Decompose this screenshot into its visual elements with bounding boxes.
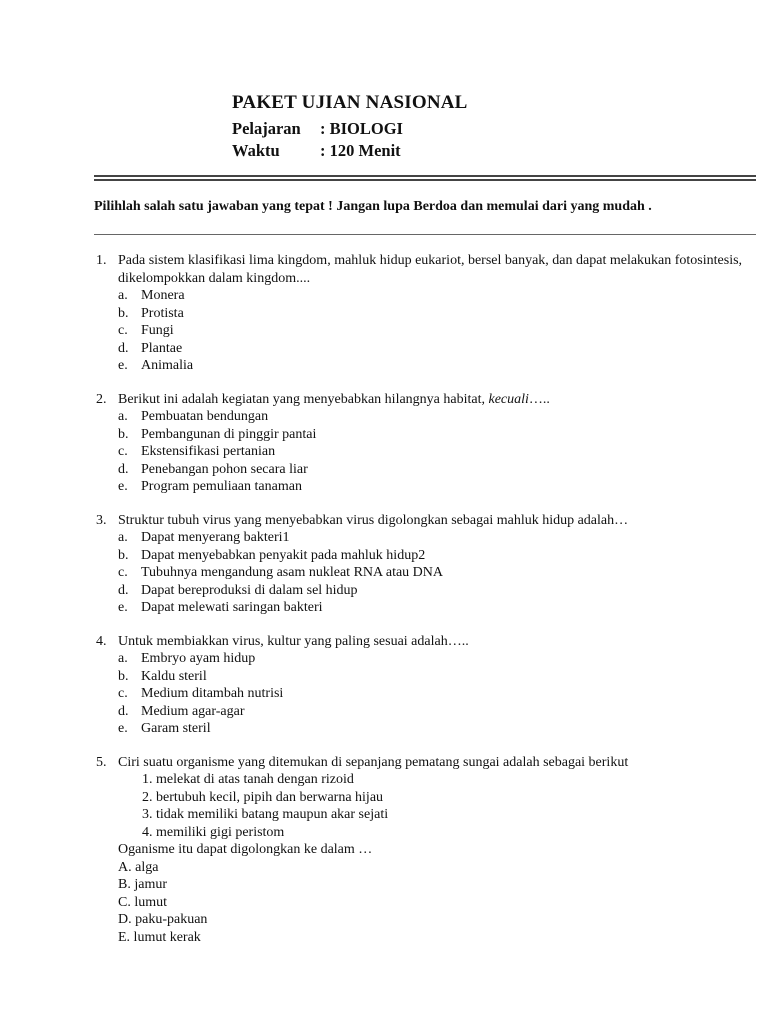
stem-italic-keyword: kecuali: [488, 391, 529, 407]
option-list: [118, 408, 756, 496]
option-item: [118, 668, 756, 686]
option-item: A. alga: [118, 859, 159, 875]
question-5: [96, 754, 756, 947]
option-letter: a.: [118, 530, 128, 545]
option-letter: a.: [118, 409, 128, 424]
option-item: [118, 357, 756, 375]
option-letter: c.: [118, 686, 128, 701]
option-item: [118, 703, 756, 721]
option-text: Medium agar-agar: [141, 703, 245, 719]
option-text: Animalia: [141, 358, 194, 373]
option-list: [118, 287, 756, 375]
header-divider-top: [94, 175, 756, 177]
option-item: [118, 599, 756, 617]
question-2: [96, 391, 756, 496]
option-text: Pembangunan di pinggir pantai: [141, 426, 317, 442]
option-text: Dapat menyebabkan penyakit pada mahluk hidup2: [141, 547, 426, 563]
question-1: [96, 252, 756, 375]
option-item: [118, 426, 756, 444]
statement-item: 3. tidak memiliki batang maupun akar sejati: [142, 807, 389, 822]
option-letter: e.: [118, 479, 128, 494]
time-row: [232, 140, 468, 162]
option-item: [118, 564, 756, 582]
question-list: [96, 252, 756, 962]
time-value: : 120 Menit: [320, 141, 401, 160]
option-item: [118, 443, 756, 461]
option-letter: d.: [118, 340, 129, 356]
stem-ellipsis: …..: [528, 391, 550, 407]
option-text: Kaldu steril: [141, 668, 207, 684]
option-letter: b.: [118, 668, 129, 684]
option-item: [118, 582, 756, 600]
option-letter: c.: [118, 323, 128, 338]
option-item: [118, 340, 756, 358]
option-item: [118, 685, 756, 703]
question-number: 4.: [96, 633, 107, 649]
question-stem: [118, 391, 756, 409]
option-list: [118, 859, 756, 947]
question-number: 1.: [96, 253, 107, 268]
question-number: 3.: [96, 512, 107, 528]
option-item: [118, 461, 756, 479]
option-text: Dapat bereproduksi di dalam sel hidup: [141, 582, 358, 598]
option-letter: e.: [118, 600, 128, 615]
exam-title: PAKET UJIAN NASIONAL: [232, 92, 468, 113]
question-number: 5.: [96, 754, 107, 770]
option-item: D. paku-pakuan: [118, 912, 208, 927]
follow-up-question: Oganisme itu dapat digolongkan ke dalam …: [118, 842, 373, 857]
option-list: [118, 650, 756, 738]
option-text: Dapat melewati saringan bakteri: [141, 600, 323, 615]
instruction-divider: [94, 234, 756, 235]
option-letter: c.: [118, 565, 128, 580]
option-item: [118, 650, 756, 668]
option-text: Protista: [141, 305, 184, 321]
option-item: [118, 478, 756, 496]
option-text: Monera: [141, 288, 185, 303]
question-stem: Untuk membiakkan virus, kultur yang paling sesuai adalah…..: [118, 633, 469, 649]
option-list: [118, 529, 756, 617]
option-item: [118, 547, 756, 565]
instruction-text: Pilihlah salah satu jawaban yang tepat ! Jangan lupa Berdoa dan memulai dari yang mudah .: [94, 199, 652, 214]
option-text: Pembuatan bendungan: [141, 409, 269, 424]
option-item: [118, 305, 756, 323]
stem-main-text: Berikut ini adalah kegiatan yang menyebabkan hilangnya habitat,: [118, 391, 485, 407]
question-stem: Ciri suatu organisme yang ditemukan di sepanjang pematang sungai adalah sebagai berikut: [118, 754, 629, 770]
statement-item: 2. bertubuh kecil, pipih dan berwarna hijau: [142, 789, 384, 805]
option-item: C. lumut: [118, 894, 168, 910]
statement-list: [142, 771, 756, 841]
option-letter: d.: [118, 703, 129, 719]
option-item: [118, 322, 756, 340]
statement-item: 1. melekat di atas tanah dengan rizoid: [142, 772, 354, 787]
question-4: [96, 633, 756, 738]
option-text: Penebangan pohon secara liar: [141, 461, 308, 477]
option-letter: a.: [118, 651, 128, 666]
option-item: [118, 720, 756, 738]
option-text: Tubuhnya mengandung asam nukleat RNA atau DNA: [141, 565, 443, 580]
header-divider-bottom: [94, 179, 756, 181]
option-text: Dapat menyerang bakteri1: [141, 530, 290, 545]
question-number: 2.: [96, 391, 107, 407]
option-letter: b.: [118, 305, 129, 321]
option-text: Fungi: [141, 323, 174, 338]
subject-row: [232, 118, 468, 140]
question-stem: Struktur tubuh virus yang menyebabkan virus digolongkan sebagai mahluk hidup adalah…: [118, 512, 629, 528]
option-letter: d.: [118, 582, 129, 598]
question-3: [96, 512, 756, 617]
question-stem: Pada sistem klasifikasi lima kingdom, mahluk hidup eukariot, bersel banyak, dan dapat melakukan fotosintesis, dikelompokkan dalam kingdom....: [118, 253, 743, 286]
option-item: E. lumut kerak: [118, 929, 201, 945]
subject-label: Pelajaran: [232, 119, 301, 138]
option-letter: e.: [118, 358, 128, 373]
subject-value: : BIOLOGI: [320, 119, 403, 138]
option-letter: d.: [118, 461, 129, 477]
option-item: [118, 408, 756, 426]
option-letter: e.: [118, 721, 128, 736]
option-text: Plantae: [141, 340, 183, 356]
option-letter: c.: [118, 444, 128, 459]
option-text: Ekstensifikasi pertanian: [141, 444, 276, 459]
option-item: [118, 287, 756, 305]
option-text: Garam steril: [141, 721, 211, 736]
option-text: Medium ditambah nutrisi: [141, 686, 284, 701]
option-item: [118, 529, 756, 547]
option-letter: b.: [118, 426, 129, 442]
statement-item: 4. memiliki gigi peristom: [142, 824, 285, 840]
exam-header: [232, 92, 468, 162]
option-letter: b.: [118, 547, 129, 563]
option-letter: a.: [118, 288, 128, 303]
time-label: Waktu: [232, 141, 280, 160]
option-item: B. jamur: [118, 877, 167, 892]
option-text: Program pemuliaan tanaman: [141, 479, 302, 494]
option-text: Embryo ayam hidup: [141, 651, 256, 666]
